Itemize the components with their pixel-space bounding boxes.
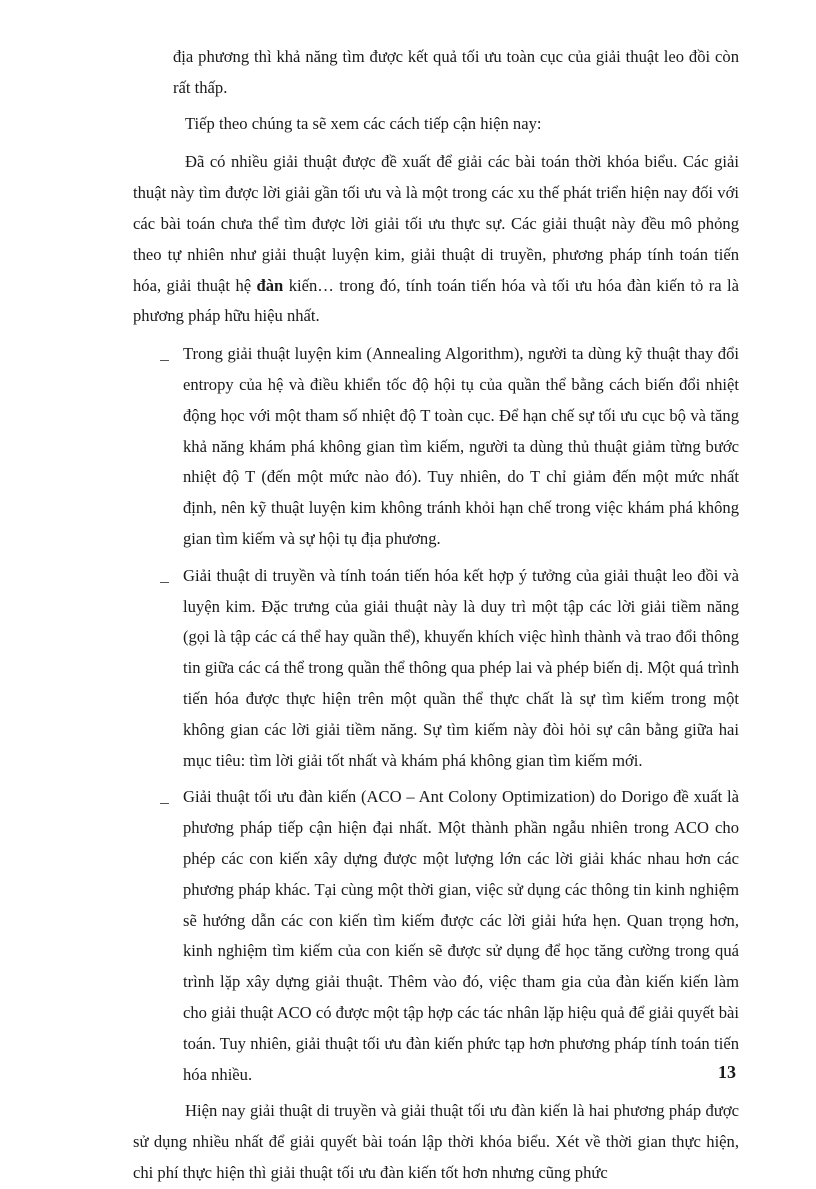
continuation-paragraph: địa phương thì khả năng tìm được kết quả tối ưu toàn cục của giải thuật leo đồi còn rất thấp. (173, 47, 739, 97)
dash-bullet-icon (160, 561, 170, 591)
paragraph-text-start: Đã có nhiều giải thuật được đề xuất để giải các bài toán thời khóa biểu. Các giải thuật này tìm được lời giải gần tối ưu và là một trong các xu thế phát triển hiện nay đối với các bài toán chưa thể tìm được lời giải tối ưu thực sự. Các giải thuật này đều mô phỏng theo tự nhiên như giải thuật luyện kim, giải thuật di truyền, phương pháp tính toán tiến hóa, giải thuật hệ (133, 152, 739, 295)
bold-word: đàn (256, 275, 284, 295)
list-item-aco (133, 782, 739, 1090)
document-page (133, 42, 739, 1189)
dash-bullet-icon (160, 339, 170, 369)
list-item-genetic (133, 561, 739, 777)
list-item-text: Trong giải thuật luyện kim (Annealing Algorithm), người ta dùng kỹ thuật thay đổi entropy của hệ và điều khiển tốc độ hội tụ của quần thể bằng cách biến đổi nhiệt động học với một tham số nhiệt độ T toàn cục. Để hạn chế sự tối ưu cục bộ và tăng khả năng khám phá không gian tìm kiếm, người ta dùng thủ thuật giảm từng bước nhiệt độ T (đến một mức nào đó). Tuy nhiên, do T chỉ giảm đến một mức nhất định, nên kỹ thuật luyện kim không tránh khỏi hạn chế trong việc khám phá không gian tìm kiếm và sự hội tụ địa phương. (183, 344, 739, 548)
page-number: 13 (718, 1062, 736, 1082)
list-item-text: Giải thuật di truyền và tính toán tiến hóa kết hợp ý tưởng của giải thuật leo đồi và luyện kim. Đặc trưng của giải thuật này là duy trì một tập các lời giải tiềm năng (gọi là tập các cá thể hay quần thể), khuyến khích việc hình thành và trao đổi thông tin giữa các cá thể trong quần thể thông qua phép lai và phép biến dị. Một quá trình tiến hóa được thực hiện trên một quần thể thực chất là sự tìm kiếm trong một không gian các lời giải tiềm năng. Sự tìm kiếm này đòi hỏi sự cân bằng giữa hai mục tiêu: tìm lời giải tốt nhất và khám phá không gian tìm kiếm mới. (183, 565, 739, 770)
closing-paragraph: Hiện nay giải thuật di truyền và giải thuật tối ưu đàn kiến là hai phương pháp được sử dụng nhiều nhất để giải quyết bài toán lập thời khóa biểu. Xét về thời gian thực hiện, chi phí thực hiện thì giải thuật tối ưu đàn kiến tốt hơn nhưng cũng phức (133, 1101, 739, 1182)
intro-paragraph: Tiếp theo chúng ta sẽ xem các cách tiếp cận hiện nay: (185, 113, 542, 133)
algorithms-paragraph (133, 147, 739, 332)
paragraph-text-end: kiến… trong đó, tính toán tiến hóa và tối ưu hóa đàn kiến tỏ ra là phương pháp hữu hiệu nhất. (133, 275, 739, 326)
list-item-text: Giải thuật tối ưu đàn kiến (ACO – Ant Colony Optimization) do Dorigo đề xuất là phương pháp tiếp cận hiện đại nhất. Một thành phần ngẫu nhiên trong ACO cho phép các con kiến xây dựng được một lượng lớn các lời giải khác nhau hơn các phương pháp khác. Tại cùng một thời gian, việc sử dụng các thông tin kinh nghiệm sẽ hướng dẫn các con kiến tìm kiếm được các lời giải hứa hẹn. Quan trọng hơn, kinh nghiệm tìm kiếm của con kiến sẽ được sử dụng để học tăng cường trong quá trình lặp xây dựng giải thuật. Thêm vào đó, việc tham gia của đàn kiến kiến làm cho giải thuật ACO có được một tập hợp các tác nhân lặp hiệu quả để giải quyết bài toán. Tuy nhiên, giải thuật tối ưu đàn kiến phức tạp hơn phương pháp tính toán tiến hóa nhiều. (183, 787, 739, 1084)
dash-bullet-icon (160, 782, 170, 812)
algorithm-list (133, 339, 739, 1090)
list-item-annealing (133, 339, 739, 555)
